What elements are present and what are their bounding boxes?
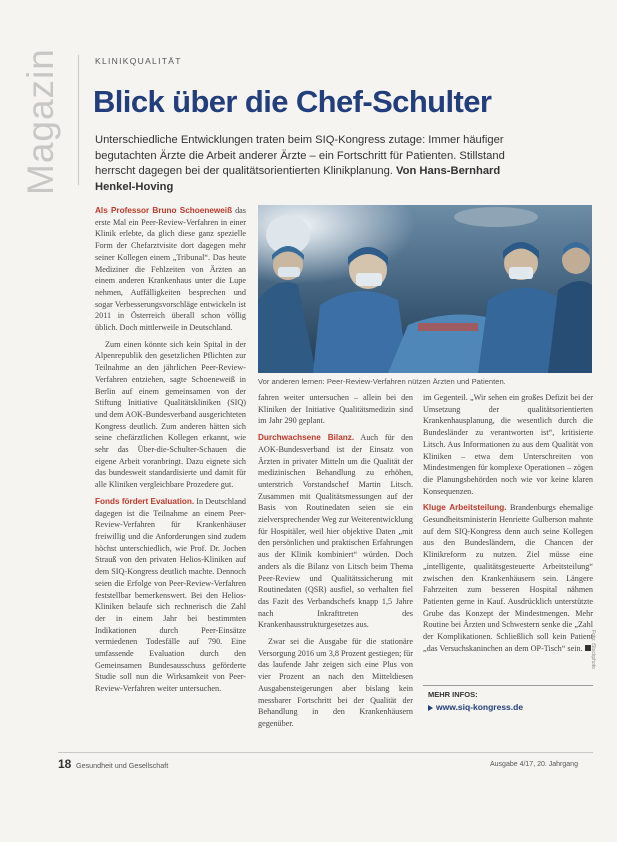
surgery-photo bbox=[258, 205, 592, 373]
photo-caption: Vor anderen lernen: Peer-Review-Verfahren nützen Ärzten und Patienten. bbox=[258, 377, 506, 386]
footer-publication: Gesundheit und Gesellschaft bbox=[76, 761, 169, 770]
surgery-photo-illustration bbox=[258, 205, 592, 373]
column-3-paragraph-2: Brandenburgs ehemalige Gesundheitsministerin Henriette Gulberson mahnte auf dem SIQ-Kongress denn auch seine Kollegen aus den Bundesländern, die Chancen der Klinikreform zu nutzen. Ziel müsse eine „intelligente, qualitätsgesteuerte Arbeitsteilung“ zwischen den Krankenhäusern sein. Längere Fahrzeiten zum besseren Hospital nähmen Patienten gerne in Kauf. Ausdrücklich unterstützte Grube das Konzept der Mindestmengen. Mehr Routine bei Ärzten und Schwestern senke die „Zahl der Komplikationen. Schließlich soll kein Patient „das Versuchskaninchen an dem OP-Tisch“ sein. bbox=[423, 503, 593, 653]
more-info-url: www.siq-kongress.de bbox=[436, 702, 524, 712]
article-column-1 bbox=[95, 205, 246, 745]
lead-text: Unterschiedliche Entwicklungen traten beim SIQ-Kongress zutage: Immer häufiger begutachten Ärzte die Arbeit anderer Ärzte – ein Fortschritt für Patienten. Stillstand herrscht dagegen bei der qualitätsorientierten Klinikplanung. bbox=[95, 134, 505, 177]
footer-issue: Ausgabe 4/17, 20. Jahrgang bbox=[490, 761, 578, 768]
article-column-2 bbox=[258, 392, 413, 747]
magazin-sidebar-label: Magazin bbox=[20, 48, 61, 195]
arrow-right-icon bbox=[428, 705, 433, 711]
column-2-kicker: Durchwachsene Bilanz. bbox=[258, 433, 355, 443]
lead-author: Von Hans-Bernhard Henkel-Hoving bbox=[95, 165, 501, 193]
more-info-label: MEHR INFOS: bbox=[428, 690, 478, 699]
photo-credit: Foto: iStockphoto bbox=[590, 630, 596, 669]
column-2-paragraph-2: Auch für den AOK-Bundesverband ist der Einsatz von Ärzten in privater Mitteln um die Qualität der medizinischen Behandlung zu erhöhen, unterstrich Vorstandschef Martin Litsch. Zusammen mit Qualitätsmessungen auf der Basis von Routinedaten seien sie ein zielversprechender Weg zur Weiterentwicklung für Hospitäler, weil hier objektive Daten „mit den persönlichen und praktischen Erfahrungen aus der Klinik kombiniert“ würden. Doch anders als die Bilanz von Litsch beim Thema Peer-Review und Qualitätssicherung mit Routinedaten (QSR) ausfiel, so verhalten fiel das Fazit des Verbandschefs knapp 1,5 Jahre nach Inkrafttreten des Krankenhausstrukturgesetzes aus. bbox=[258, 433, 413, 630]
column-1-paragraph-2: Zum einen könnte sich kein Spital in der Alpenrepublik den gesetzlichen Pflichten zur Teilnahme an den jährlichen Peer-Review-Verfahren entziehen, sagte Schoeneweiß in Berlin auf einem gemeinsamen von der Stiftung Initiative Qualitätskliniken (SIQ) und dem AOK-Bundesverband ausgerichteten Kongress deutlich. Zum anderen hätten sich seine chefärztlichen Kollegen erkannt, wie sehr das Über-die-Schulter-Schauen die eigene Arbeit voranbringt. Dazu eignete sich das bundesweit standardisierte und damit für alle Kliniken vergleichbare Prozedere gut. bbox=[95, 339, 246, 490]
more-info-link[interactable] bbox=[428, 702, 523, 712]
column-1-kicker: Als Professor Bruno Schoeneweiß bbox=[95, 206, 233, 215]
column-3-kicker: Kluge Arbeitsteilung. bbox=[423, 503, 507, 513]
footer-rule bbox=[58, 752, 593, 753]
page-number: 18 bbox=[58, 757, 72, 771]
column-2-paragraph-3: Zwar sei die Ausgabe für die stationäre Versorgung 2016 um 3,8 Prozent gestiegen; für das laufende Jahr zeigen sich eine Plus von vier Prozent an nach den Mitteldiesen Ausgabensteigerungen aber bislang kein messbarer Fortschritt bei der Qualität der Behandlung in den Krankenhäusern gegenüber. bbox=[258, 637, 413, 728]
article-column-3 bbox=[423, 392, 593, 682]
section-label: KLINIKQUALITÄT bbox=[95, 56, 182, 66]
column-2-paragraph-1: fahren weiter untersuchen – allein bei den Kliniken der Initiative Qualitätsmedizin sind im Jahr 290 geplant. bbox=[258, 393, 413, 426]
column-1-kicker-2: Fonds fördert Evaluation. bbox=[95, 496, 195, 506]
info-box-rule bbox=[423, 685, 593, 686]
column-1-paragraph-3: In Deutschland dagegen ist die Teilnahme an einem Peer-Review-Verfahren für Krankenhäuser freiwillig und die Anforderungen sind zudem höchst unterschiedlich, wie Prof. Dr. Jochen Strauß von den privaten Helios-Kliniken auf dem SIQ-Kongress deutlich machte. Dennoch seien die Erfolge von Peer-Review-Verfahren feststellbar bemerkenswert. Bei den Helios-Kliniken belaufe sich rechnerisch die Zahl der in einem Jahr bei bestimmten Indikationen durch Peer-Einsätze vermiedenen Todesfälle auf 790. Eine umfassende Evaluation durch den Gemeinsamen Bundesausschuss geförderte Studie soll nun die Wirksamkeit von Peer-Review-Verfahren weiter untersuchen. bbox=[95, 496, 246, 694]
vertical-rule bbox=[78, 55, 79, 185]
headline: Blick über die Chef-Schulter bbox=[93, 84, 492, 119]
column-3-paragraph-1: im Gegenteil. „Wir sehen ein großes Defizit bei der Umsetzung der qualitätsorientierten Krankenhausplanung, die wesentlich durch die Bundesländer zu verantworten ist“, kritisierte Litsch. Aus Informationen zu aus dem Qualität von Kliniken – etwa dem Unterschreiten von Mindestmengen für komplexe Operationen – zögen die Planungsbehörden noch wie vor keine klaren Konsequenzen. bbox=[423, 393, 593, 496]
lead-paragraph bbox=[95, 133, 525, 195]
column-1-paragraph-1: das erste Mal ein Peer-Review-Verfahren in einer Klinik erlebte, da glich diese ganz spezielle Form der Chefarztvisite dort dagegen mehr seiner Kollegen einem „Tribunal“. Das heute Mediziner die Fehlzeiten von Ärzten an einem anderen Krankenhaus unter die Lupe nehmen, Auffälligkeiten besprechen und sogar Verbesserungsvorschläge entwickeln ist 2011 in Österreich überall schon völlig üblich. Doch mittlerweile in Deutschland. bbox=[95, 206, 246, 333]
